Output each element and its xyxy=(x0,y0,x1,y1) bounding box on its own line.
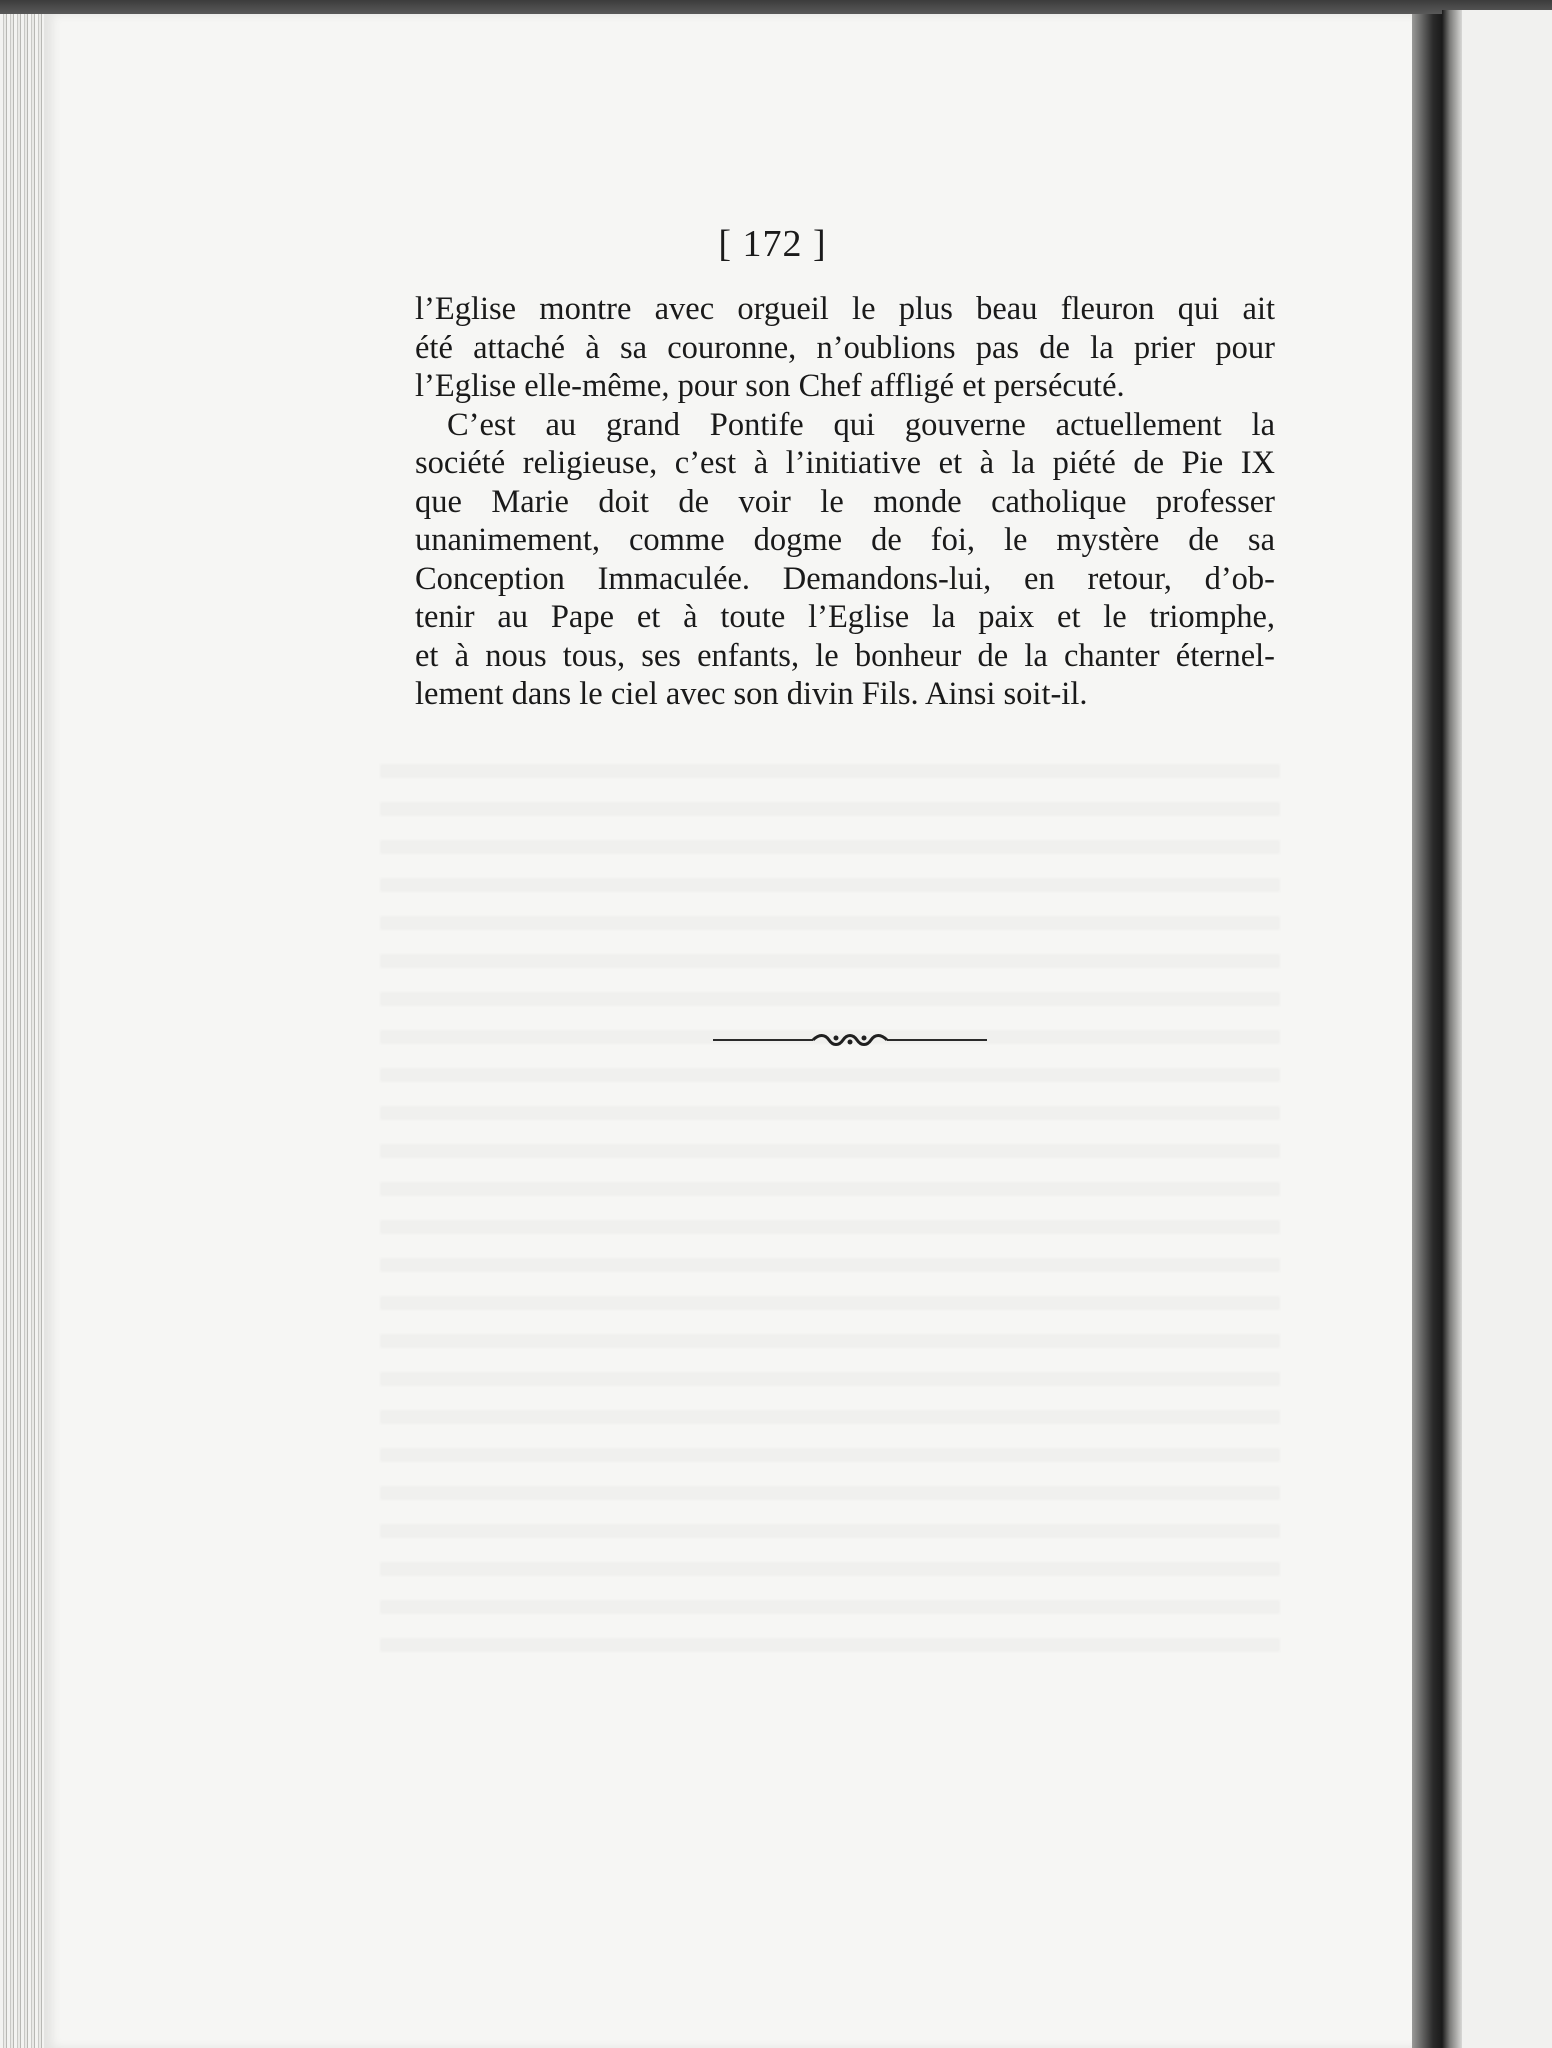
text-line: et à nous tous, ses enfants, le bonheur de la chanter éternel- xyxy=(415,637,1275,674)
bleed-through-texture xyxy=(380,740,1280,1660)
page-number: [ 172 ] xyxy=(718,223,827,265)
facing-page-edge xyxy=(1462,10,1552,2048)
text-line: l’Eglise elle-même, pour son Chef affligé et persécuté. xyxy=(415,368,1125,404)
text-line: lement dans le ciel avec son divin Fils. Ainsi soit-il. xyxy=(415,676,1088,712)
text-line: que Marie doit de voir le monde catholique professer xyxy=(415,483,1275,520)
book-gutter-edge xyxy=(1442,10,1462,2048)
text-line: C’est au grand Pontife qui gouverne actuellement la xyxy=(447,406,1275,443)
text-line: société religieuse, c’est à l’initiative et à la piété de Pie IX xyxy=(415,445,1275,481)
page-leaf-edges xyxy=(0,14,50,2048)
tailpiece-ornament-icon xyxy=(713,1028,987,1052)
text-line: tenir au Pape et à toute l’Eglise la paix et le triomphe, xyxy=(415,599,1275,635)
text-line: été attaché à sa couronne, n’oublions pas de la prier pour xyxy=(415,329,1275,366)
text-line: Conception Immaculée. Demandons-lui, en retour, d’ob- xyxy=(415,560,1275,597)
text-line: unanimement, comme dogme de foi, le mystère de sa xyxy=(415,522,1275,558)
book-gutter xyxy=(1412,14,1442,2048)
text-line: l’Eglise montre avec orgueil le plus beau fleuron qui ait xyxy=(415,291,1275,327)
body-text xyxy=(415,290,1275,714)
